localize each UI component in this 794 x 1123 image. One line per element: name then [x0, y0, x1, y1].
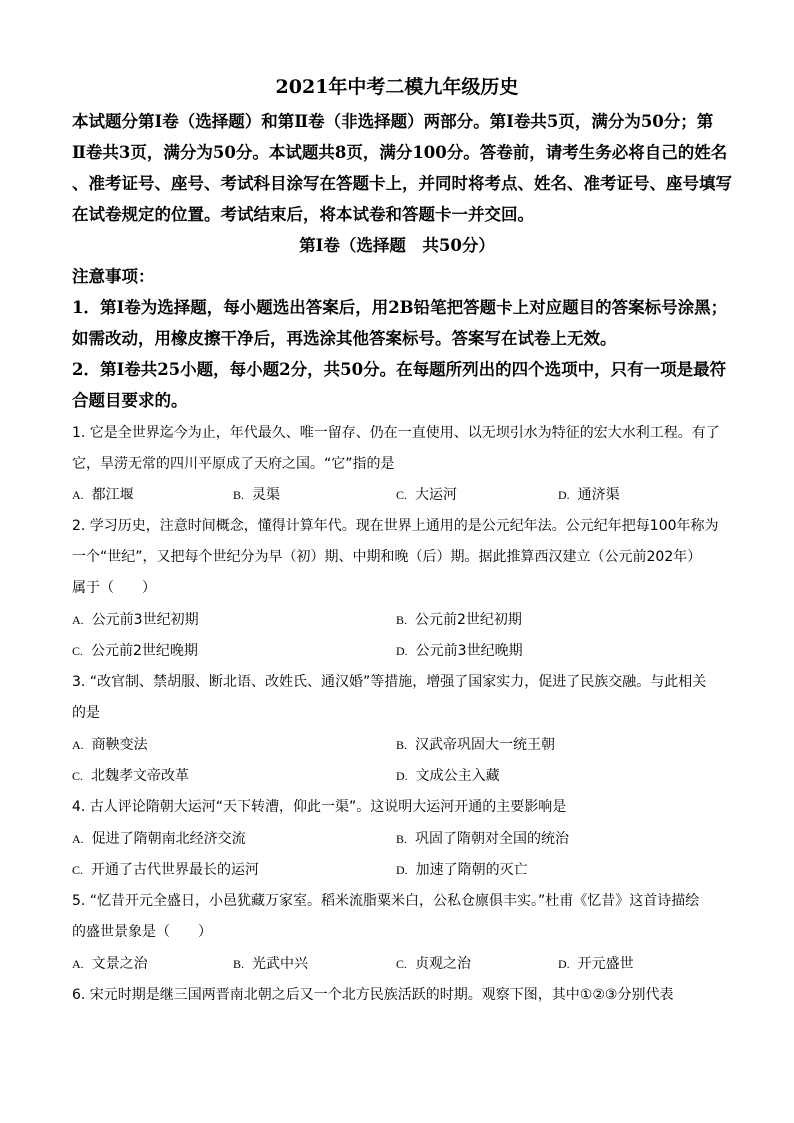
- notes-heading: 注意事项：: [72, 267, 155, 286]
- question-2-option-b: B. 公元前2世纪初期: [396, 612, 522, 628]
- question-3-option-b: B. 汉武帝巩固大一统王朝: [396, 737, 556, 753]
- question-2-option-a: A. 公元前3世纪初期: [72, 612, 199, 628]
- question-6-stem-line: 6. 宋元时期是继三国两晋南北朝之后又一个北方民族活跃的时期。观察下图，其中①②③分别代表: [72, 987, 674, 1003]
- question-1-option-b: B. 灵渠: [233, 487, 281, 503]
- question-5-option-b: B. 光武中兴: [233, 956, 309, 972]
- notes-line: 1．第Ⅰ卷为选择题，每小题选出答案后，用2B铅笔把答题卡上对应题目的答案标号涂黑；: [72, 298, 728, 317]
- question-4-option-b: B. 巩固了隋朝对全国的统治: [396, 831, 570, 847]
- question-2-option-c: C. 公元前2世纪晚期: [72, 643, 198, 659]
- notes-line: 合题目要求的。: [72, 391, 188, 410]
- question-1-option-a: A. 都江堰: [72, 487, 134, 503]
- question-1-stem-line: 它，旱涝无常的四川平原成了天府之国。“它”指的是: [72, 456, 395, 472]
- question-1-option-c: C. 大运河: [396, 487, 458, 503]
- intro-line: 、准考证号、座号、考试科目涂写在答题卡上，并同时将考点、姓名、准考证号、座号填写: [72, 174, 732, 193]
- intro-line: Ⅱ卷共3页，满分为50分。本试题共8页，满分100分。答卷前，请考生务必将自己的姓名: [72, 143, 728, 162]
- question-2-stem-line: 属于（ ）: [72, 580, 156, 596]
- question-5-option-c: C. 贞观之治: [396, 956, 472, 972]
- question-3-option-c: C. 北魏孝文帝改革: [72, 768, 190, 784]
- question-4-option-a: A. 促进了隋朝南北经济交流: [72, 831, 246, 847]
- question-5-option-a: A. 文景之治: [72, 956, 148, 972]
- question-5-option-d: D. 开元盛世: [558, 956, 634, 972]
- question-2-option-d: D. 公元前3世纪晚期: [396, 643, 523, 659]
- question-2-stem-line: 一个“世纪”，又把每个世纪分为早（初）期、中期和晚（后）期。据此推算西汉建立（公元前202年）: [72, 549, 702, 565]
- question-1-stem-line: 1. 它是全世界迄今为止，年代最久、唯一留存、仍在一直使用、以无坝引水为特征的宏大水利工程。有了: [72, 425, 720, 441]
- question-2-stem-line: 2. 学习历史，注意时间概念，懂得计算年代。现在世界上通用的是公元纪年法。公元纪年把每100年称为: [72, 518, 719, 534]
- question-3-option-a: A. 商鞅变法: [72, 737, 148, 753]
- section-title: 第Ⅰ卷（选择题 共50分）: [299, 236, 495, 255]
- question-3-stem-line: 3. “改官制、禁胡服、断北语、改姓氏、通汉婚”等措施，增强了国家实力，促进了民族交融。与此相关: [72, 674, 707, 690]
- notes-line: 如需改动，用橡皮擦干净后，再选涂其他答案标号。答案写在试卷上无效。: [72, 329, 617, 348]
- question-3-option-d: D. 文成公主入藏: [396, 768, 500, 784]
- question-5-stem-line: 的盛世景象是（ ）: [72, 924, 212, 940]
- question-3-stem-line: 的是: [72, 705, 100, 721]
- question-1-option-d: D. 通济渠: [558, 487, 620, 503]
- question-5-stem-line: 5. “忆昔开元全盛日，小邑犹藏万家室。稻米流脂粟米白，公私仓廪俱丰实。”杜甫《忆昔》这首诗描绘: [72, 893, 700, 909]
- notes-line: 2．第Ⅰ卷共25小题，每小题2分，共50分。在每题所列出的四个选项中，只有一项是最符: [72, 360, 727, 379]
- intro-line: 本试题分第Ⅰ卷（选择题）和第Ⅱ卷（非选择题）两部分。第Ⅰ卷共5页，满分为50分；第: [72, 112, 714, 131]
- question-4-stem-line: 4. 古人评论隋朝大运河“天下转漕，仰此一渠”。这说明大运河开通的主要影响是: [72, 799, 567, 815]
- question-4-option-d: D. 加速了隋朝的灭亡: [396, 862, 528, 878]
- intro-line: 在试卷规定的位置。考试结束后，将本试卷和答题卡一并交回。: [72, 205, 534, 224]
- exam-title: 2021年中考二模九年级历史: [275, 76, 519, 98]
- question-4-option-c: C. 开通了古代世界最长的运河: [72, 862, 260, 878]
